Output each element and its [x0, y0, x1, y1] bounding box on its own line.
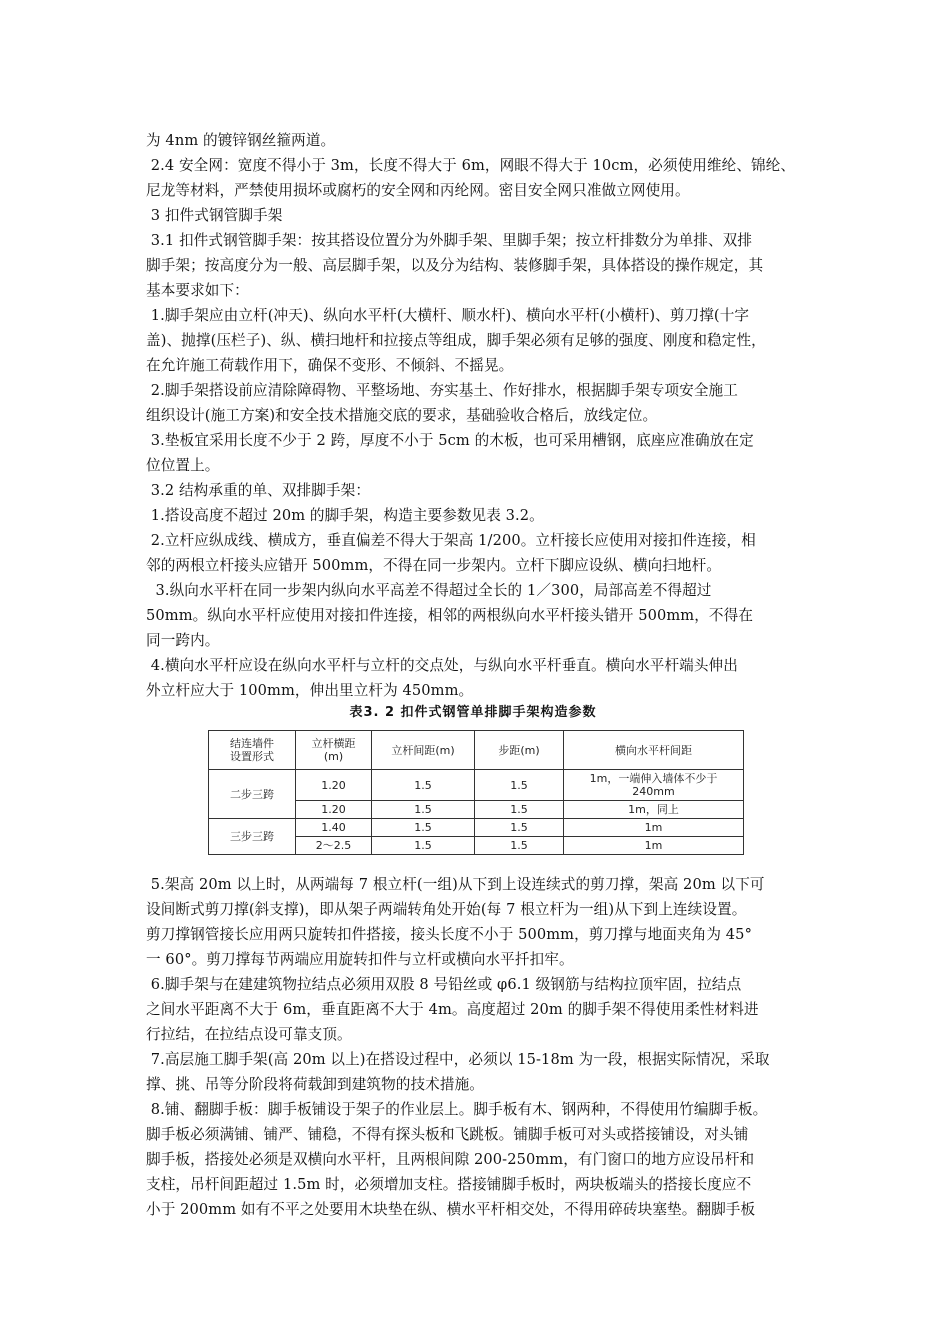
table-row — [209, 770, 744, 801]
cell-text: 1.5 — [414, 839, 432, 852]
cell-text: 1.20 — [321, 803, 346, 816]
cell-text: 1.5 — [510, 803, 528, 816]
spec-table-block — [208, 702, 744, 855]
paragraph-line: 脚手架；按高度分为一般、高层脚手架，以及分为结构、装修脚手架，具体搭设的操作规定，其 — [146, 257, 764, 274]
header-cell — [209, 731, 296, 770]
cell-text: 1m — [644, 839, 663, 852]
cell-text: 1m，一端伸入墙体不少于 240mm — [589, 772, 718, 798]
header-cell — [372, 731, 475, 770]
header-text: 步距(m) — [498, 743, 540, 757]
header-text: 立杆间距(m) — [391, 743, 455, 757]
paragraph-line: 邻的两根立杆接头应错开 500mm，不得在同一步架内。立杆下脚应设纵、横向扫地杆。 — [146, 557, 722, 574]
paragraph-line: 50mm。纵向水平杆应使用对接扣件连接，相邻的两根纵向水平杆接头错开 500mm，不得在 — [146, 607, 754, 624]
table-cell — [564, 819, 744, 837]
table-cell — [564, 770, 744, 801]
header-cell — [475, 731, 564, 770]
paragraph-line: 一 60°。剪刀撑每节两端应用旋转扣件与立杆或横向水平扦扣牢。 — [146, 951, 574, 968]
table-cell — [296, 819, 372, 837]
header-text: 横向水平杆间距 — [615, 743, 692, 757]
paragraph-line: 3.1 扣件式钢管脚手架：按其搭设位置分为外脚手架、里脚手架；按立杆排数分为单排、双排 — [146, 232, 753, 249]
paragraph-line: 组织设计(施工方案)和安全技术措施交底的要求，基础验收合格后，放线定位。 — [146, 407, 658, 424]
paragraph-line: 盖)、抛撑(压栏子)、纵、横扫地杆和拉接点等组成，脚手架必须有足够的强度、刚度和稳定性， — [146, 332, 766, 349]
paragraph-line: 外立杆应大于 100mm，伸出里立杆为 450mm。 — [146, 682, 474, 699]
table-row — [209, 819, 744, 837]
table-cell — [475, 837, 564, 855]
table-cell — [564, 801, 744, 819]
cell-text: 1.5 — [414, 821, 432, 834]
paragraph-line: 行拉结，在拉结点设可靠支顶。 — [146, 1026, 352, 1043]
paragraph-line: 小于 200mm 如有不平之处要用木块垫在纵、横水平杆相交处，不得用碎砖块塞垫。翻脚手板 — [146, 1201, 756, 1218]
spec-table — [208, 730, 744, 855]
table-cell — [296, 770, 372, 801]
paragraph-line: 4.横向水平杆应设在纵向水平杆与立杆的交点处，与纵向水平杆垂直。横向水平杆端头伸出 — [146, 657, 738, 674]
paragraph-line: 2.立杆应纵成线、横成方，垂直偏差不得大于架高 1/200。立杆接长应使用对接扣件连接，相 — [146, 532, 756, 549]
cell-text: 1.5 — [510, 821, 528, 834]
group-label-cell — [209, 819, 296, 855]
paragraph-line: 7.高层施工脚手架(高 20m 以上)在搭设过程中，必须以 15-18m 为一段，根据实际情况，采取 — [146, 1051, 770, 1068]
paragraph-line: 8.铺、翻脚手板：脚手板铺设于架子的作业层上。脚手板有木、钢两种，不得使用竹编脚手板。 — [146, 1101, 768, 1118]
paragraph-line: 1.脚手架应由立杆(冲天)、纵向水平杆(大横杆、顺水杆)、横向水平杆(小横杆)、剪刀撑(十字 — [146, 307, 750, 324]
cell-text: 1.20 — [321, 778, 346, 792]
paragraph-line: 尼龙等材料，严禁使用损坏或腐朽的安全网和丙纶网。密目安全网只准做立网使用。 — [146, 182, 690, 199]
paragraph-line: 为 4nm 的镀锌钢丝箍两道。 — [146, 132, 336, 149]
paragraph-line: 脚手板必须满铺、铺严、铺稳，不得有探头板和飞跳板。铺脚手板可对头或搭接铺设，对头铺 — [146, 1126, 749, 1143]
table-cell — [372, 770, 475, 801]
header-text: 结连墙件 设置形式 — [230, 737, 274, 763]
cell-text: 1.5 — [510, 839, 528, 852]
body-text-top — [146, 128, 818, 703]
table-cell — [475, 770, 564, 801]
paragraph-line: 支柱，吊杆间距超过 1.5m 时，必须增加支柱。搭接铺脚手板时，两块板端头的搭接长度应不 — [146, 1176, 752, 1193]
table-title: 表3. 2 扣件式钢管单排脚手架构造参数 — [349, 705, 597, 720]
cell-text: 1.5 — [414, 803, 432, 816]
paragraph-line: 1.搭设高度不超过 20m 的脚手架，构造主要参数见表 3.2。 — [146, 507, 544, 524]
paragraph-line: 剪刀撑钢管接长应用两只旋转扣件搭接，接头长度不小于 500mm，剪刀撑与地面夹角为 45° — [146, 926, 752, 943]
paragraph-line: 之间水平距离不大于 6m，垂直距离不大于 4m。高度超过 20m 的脚手架不得使用柔性材料进 — [146, 1001, 759, 1018]
paragraph-line: 5.架高 20m 以上时，从两端每 7 根立杆(一组)从下到上设连续式的剪刀撑，架高 20m 以下可 — [146, 876, 765, 893]
table-cell — [296, 837, 372, 855]
paragraph-line: 2.4 安全网：宽度不得小于 3m，长度不得大于 6m，网眼不得大于 10cm，必须使用维纶、锦纶、 — [146, 157, 796, 174]
cell-text: 1m，同上 — [628, 803, 679, 816]
paragraph-line: 脚手板，搭接处必须是双横向水平杆，且两根间隙 200-250mm，有门窗口的地方应设吊杆和 — [146, 1151, 755, 1168]
table-cell — [475, 801, 564, 819]
header-cell — [564, 731, 744, 770]
paragraph-line: 6.脚手架与在建建筑物拉结点必须用双股 8 号铅丝或 φ6.1 级钢筋与结构拉顶牢固，拉结点 — [146, 976, 742, 993]
paragraph-line: 同一跨内。 — [146, 632, 220, 649]
paragraph-line: 3.纵向水平杆在同一步架内纵向水平高差不得超过全长的 1／300，局部高差不得超过 — [146, 582, 712, 599]
section-heading: 3 扣件式钢管脚手架 — [146, 207, 283, 224]
paragraph-line: 设间断式剪刀撑(斜支撑)，即从架子两端转角处开始(每 7 根立杆为一组)从下到上连续设置。 — [146, 901, 747, 918]
group-label-cell — [209, 770, 296, 819]
table-cell — [564, 837, 744, 855]
paragraph-line: 撑、挑、吊等分阶段将荷载卸到建筑物的技术措施。 — [146, 1076, 484, 1093]
header-cell — [296, 731, 372, 770]
table-header-row — [209, 731, 744, 770]
cell-text: 1.40 — [321, 821, 346, 834]
body-text-bottom — [146, 872, 818, 1222]
paragraph-line: 2.脚手架搭设前应清除障碍物、平整场地、夯实基土、作好排水，根据脚手架专项安全施工 — [146, 382, 738, 399]
group-label: 三步三跨 — [230, 830, 274, 843]
paragraph-line: 3.2 结构承重的单、双排脚手架： — [146, 482, 371, 499]
header-text: 立杆横距 (m) — [311, 737, 356, 763]
table-cell — [475, 819, 564, 837]
cell-text: 2～2.5 — [315, 839, 352, 852]
paragraph-line: 3.垫板宜采用长度不少于 2 跨，厚度不小于 5cm 的木板，也可采用槽钢，底座应准确放在定 — [146, 432, 754, 449]
table-cell — [372, 837, 475, 855]
cell-text: 1.5 — [510, 778, 528, 792]
paragraph-line: 位位置上。 — [146, 457, 220, 474]
paragraph-line: 基本要求如下： — [146, 282, 249, 299]
cell-text: 1m — [644, 821, 663, 834]
group-label: 二步三跨 — [230, 787, 274, 801]
paragraph-line: 在允许施工荷载作用下，确保不变形、不倾斜、不摇晃。 — [146, 357, 514, 374]
cell-text: 1.5 — [414, 778, 432, 792]
table-cell — [372, 801, 475, 819]
table-cell — [372, 819, 475, 837]
table-cell — [296, 801, 372, 819]
